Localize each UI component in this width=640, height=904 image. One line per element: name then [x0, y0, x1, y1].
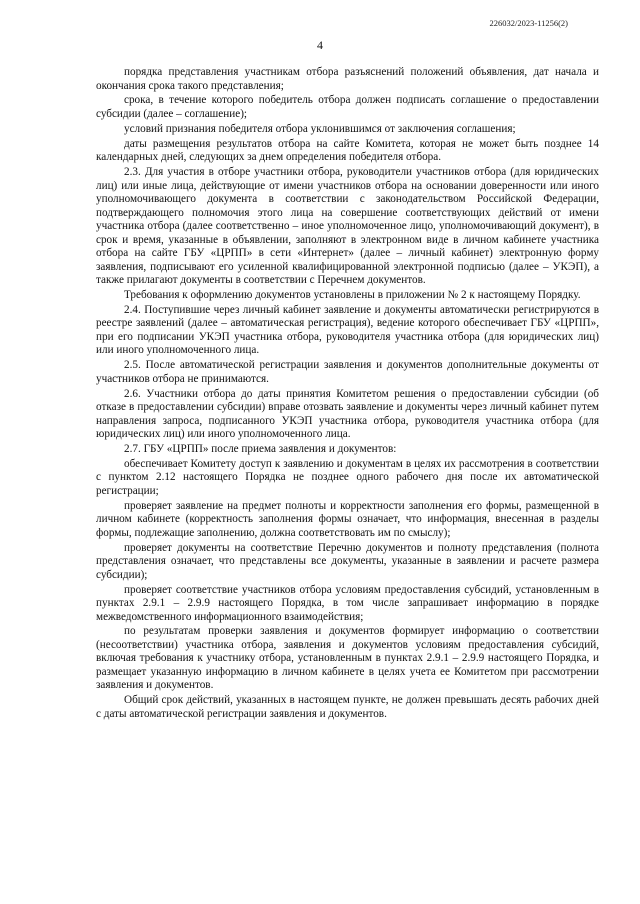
paragraph: Общий срок действий, указанных в настоящем пункте, не должен превышать десять рабочих дней с даты автоматической регистрации заявления и документов. [96, 694, 599, 720]
paragraph: по результатам проверки заявления и документов формирует информацию о соответствии (несоответствии) участника отбора, заявления и документов условиям предоставления субсидий, включая требования к участнику отбора, установленным в пунктах 2.9.1 – 2.9.9 настоящего Порядка, и размещает указанную информацию в личном кабинете в целях учета ее Комитетом при рассмотрении заявления и документов. [96, 625, 599, 692]
paragraph: 2.3. Для участия в отборе участники отбора, руководители участников отбора (для юридических лиц) или иные лица, действующие от имени участников отбора на основании доверенности или иного уполномочивающего документа в соответствии с законодательством Российской Федерации, подтверждающего полномочия этого лица на совершение соответствующих действий от имени участника отбора (далее соответственно – иное уполномоченное лицо, уполномочивающий документ), в срок и время, указанные в объявлении, заполняют в электронном виде в личном кабинете участника отбора на сайте ГБУ «ЦРПП» в сети «Интернет» (далее – личный кабинет) электронную форму заявления, подписывают его усиленной квалифицированной электронной подписью (далее – УКЭП), а также прилагают документы в соответствии с Перечнем документов. [96, 166, 599, 287]
paragraph: срока, в течение которого победитель отбора должен подписать соглашение о предоставлении субсидии (далее – соглашение); [96, 94, 599, 120]
paragraph: 2.6. Участники отбора до даты принятия Комитетом решения о предоставлении субсидии (об отказе в предоставлении субсидии) вправе отозвать заявление и документы через личный кабинет путем направления запроса, подписанного УКЭП участника отбора, руководителя участника отбора (для юридических лиц) или иного уполномоченного лица. [96, 387, 599, 441]
paragraph: 2.7. ГБУ «ЦРПП» после приема заявления и документов: [124, 443, 397, 456]
paragraph: обеспечивает Комитету доступ к заявлению и документам в целях их рассмотрения в соответствии с пунктом 2.12 настоящего Порядка не позднее одного рабочего дня после их автоматической регистрации; [96, 457, 599, 497]
paragraph: проверяет заявление на предмет полноты и корректности заполнения его формы, размещенной в личном кабинете (корректность заполнения формы означает, что информация, внесенная в разделы формы, подлежащие заполнению, должна соответствовать им по смыслу); [96, 499, 599, 539]
paragraph: порядка представления участникам отбора разъяснений положений объявления, дат начала и окончания срока такого представления; [96, 66, 599, 92]
paragraph: даты размещения результатов отбора на сайте Комитета, которая не может быть позднее 14 календарных дней, следующих за днем определения победителя отбора. [96, 137, 599, 164]
paragraph: проверяет соответствие участников отбора условиям предоставления субсидий, установленным в пунктах 2.9.1 – 2.9.9 настоящего Порядка, в том числе запрашивает информацию в порядке межведомственного информационного взаимодействия; [96, 583, 599, 623]
page-number: 4 [317, 38, 323, 52]
paragraph: 2.4. Поступившие через личный кабинет заявление и документы автоматически регистрируются в реестре заявлений (далее – автоматическая регистрация), ведение которого обеспечивает ГБУ «ЦРПП», при его подписании УКЭП участника отбора, руководителя участника отбора (для юридических лиц) или иного уполномоченного лица. [96, 303, 599, 357]
paragraph: условий признания победителя отбора уклонившимся от заключения соглашения; [124, 122, 516, 135]
document-registration-number: 226032/2023-11256(2) [489, 18, 568, 28]
paragraph: 2.5. После автоматической регистрации заявления и документов дополнительные документы от участников отбора не принимаются. [96, 359, 599, 385]
document-body [96, 66, 599, 723]
paragraph: Требования к оформлению документов установлены в приложении № 2 к настоящему Порядку. [124, 288, 581, 301]
paragraph: проверяет документы на соответствие Перечню документов и полноту представления (полнота представления означает, что представлены все документы, указанные в заявлении и расчете размера субсидии); [96, 541, 599, 581]
